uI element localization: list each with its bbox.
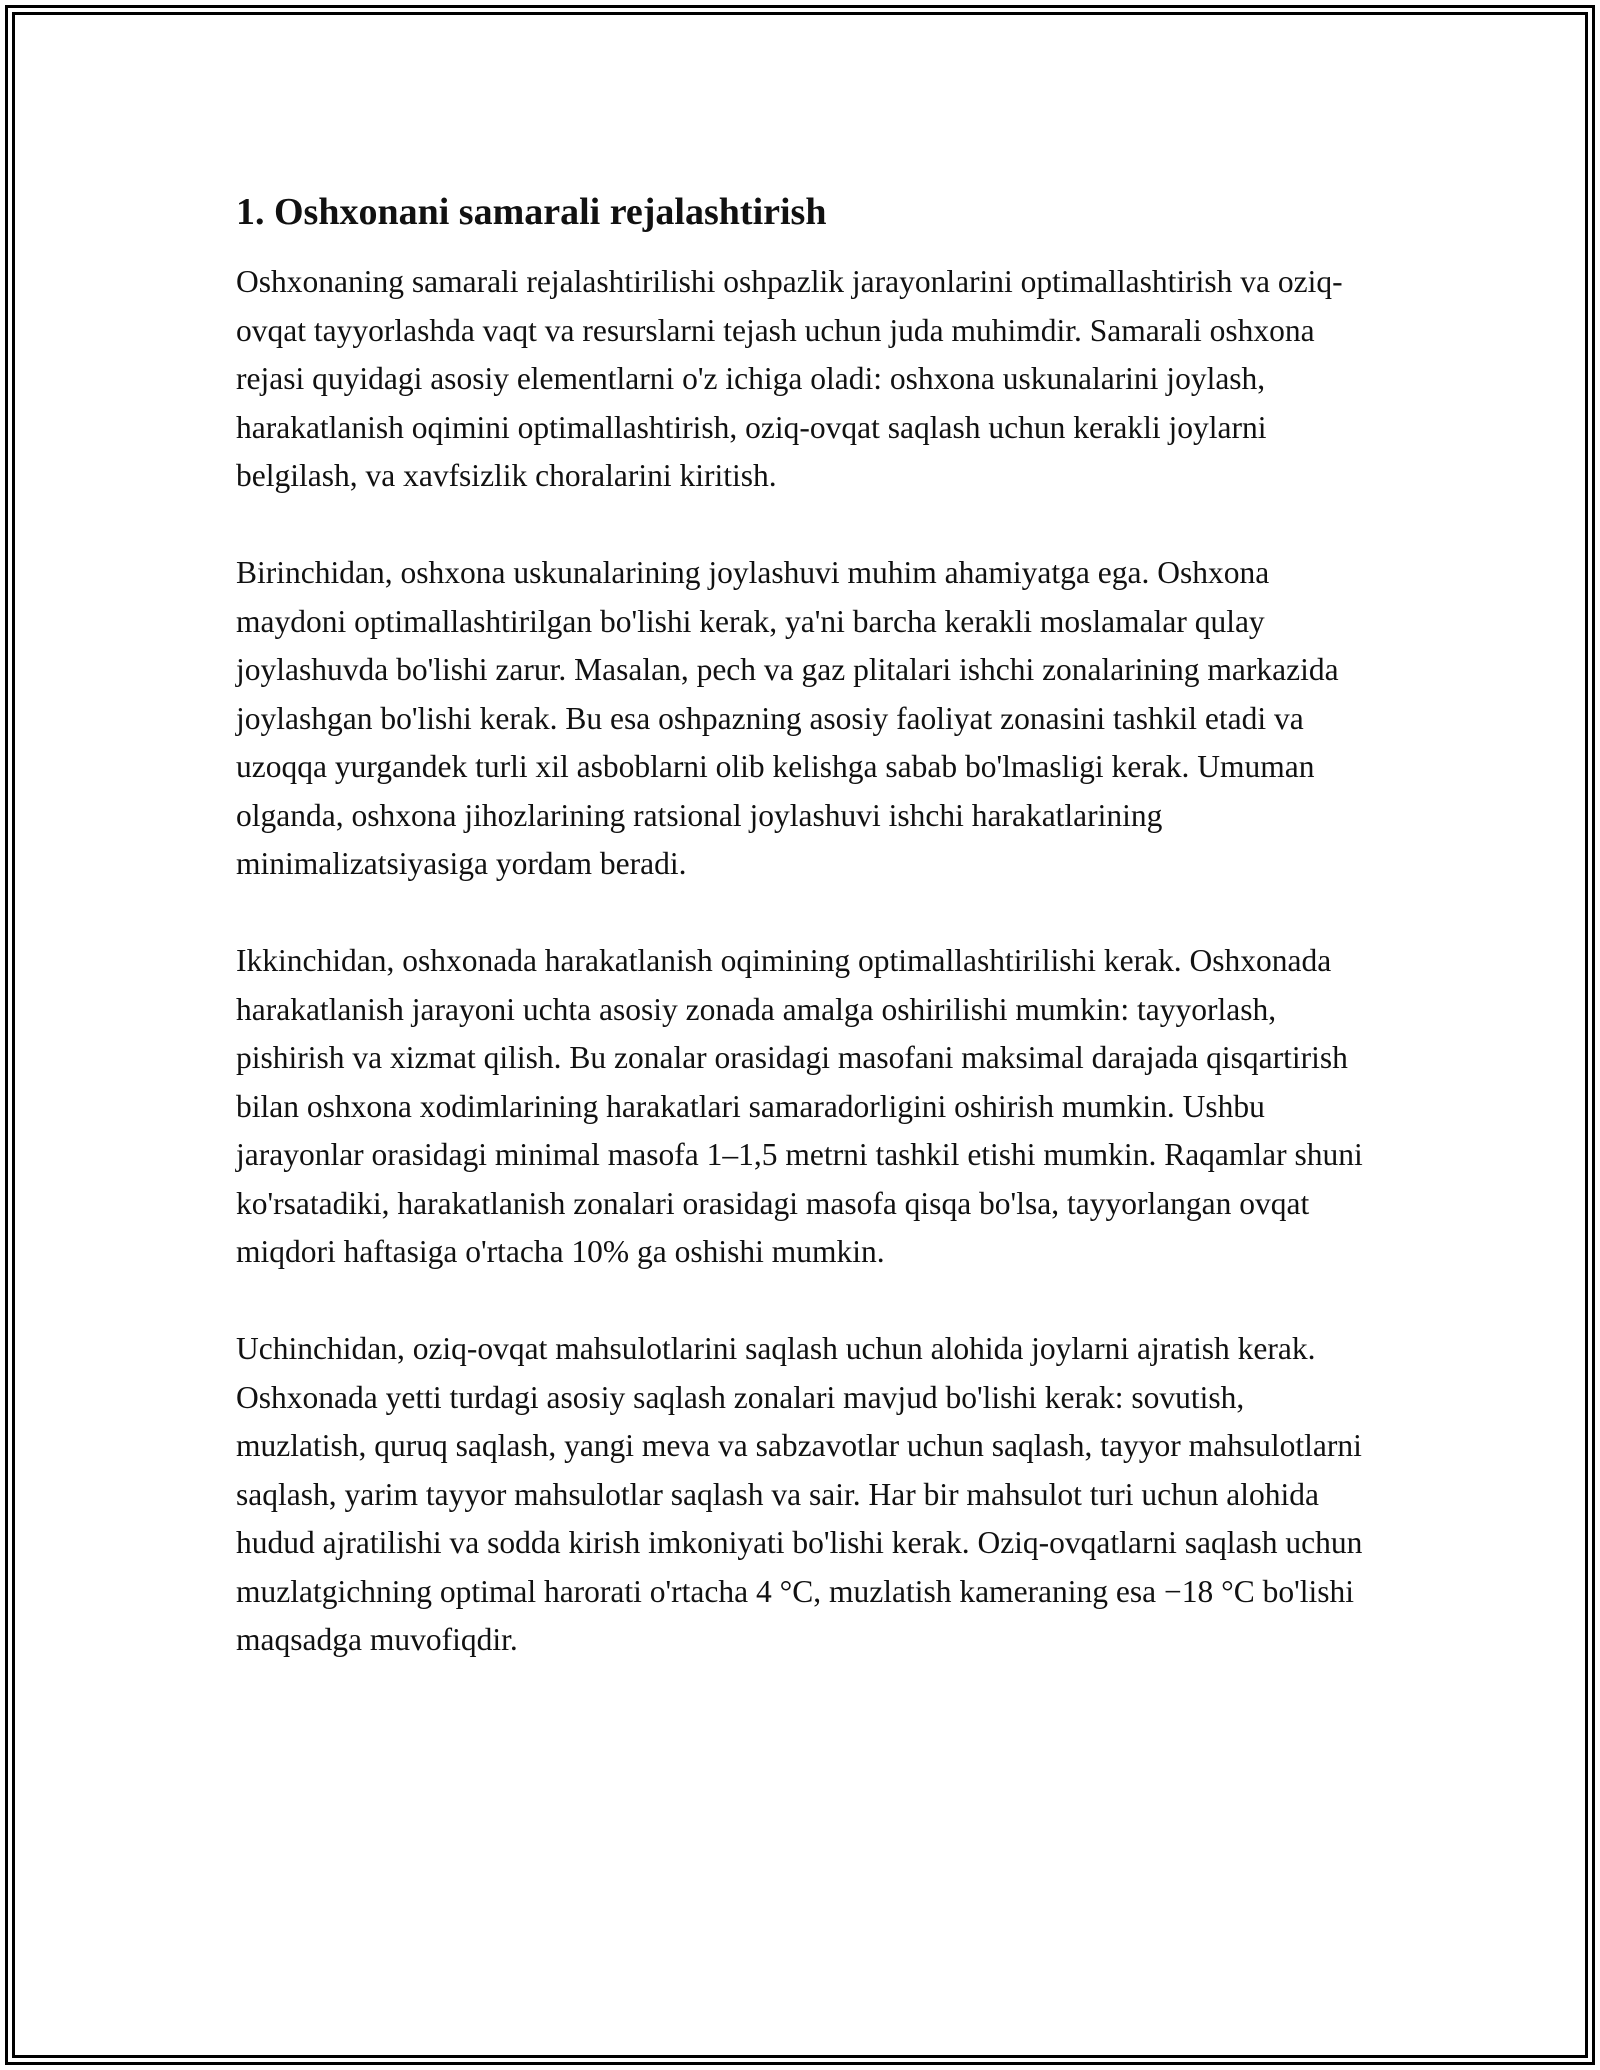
- paragraph-movement-flow: Ikkinchidan, oshxonada harakatlanish oqimining optimallashtirilishi kerak. Oshxonada harakatlanish jarayoni uchta asosiy zonada amalga oshirilishi mumkin: tayyorlash, pishirish va xizmat qilish. Bu zonalar orasidagi masofani maksimal darajada qisqartirish bilan oshxona xodimlarining harakatlari samaradorligini oshirish mumkin. Ushbu jarayonlar orasidagi minimal masofa 1–1,5 metrni tashkil etishi mumkin. Raqamlar shuni ko'rsatadiki, harakatlanish zonalari orasidagi masofa qisqa bo'lsa, tayyorlangan ovqat miqdori haftasiga o'rtacha 10% ga oshishi mumkin.: [236, 943, 1363, 1269]
- section-heading: 1. Oshxonani samarali rejalashtirish: [236, 191, 827, 233]
- paragraph-intro: Oshxonaning samarali rejalashtirilishi oshpazlik jarayonlarini optimallashtirish va oziq-ovqat tayyorlashda vaqt va resurslarni tejash uchun juda muhimdir. Samarali oshxona rejasi quyidagi asosiy elementlarni o'z ichiga oladi: oshxona uskunalarini joylash, harakatlanish oqimini optimallashtirish, oziq-ovqat saqlash uchun kerakli joylarni belgilash, va xavfsizlik choralarini kiritish.: [236, 264, 1343, 493]
- document-body: [236, 186, 1371, 1713]
- paragraph-equipment-placement: Birinchidan, oshxona uskunalarining joylashuvi muhim ahamiyatga ega. Oshxona maydoni optimallashtirilgan bo'lishi kerak, ya'ni barcha kerakli moslamalar qulay joylashuvda bo'lishi zarur. Masalan, pech va gaz plitalari ishchi zonalarining markazida joylashgan bo'lishi kerak. Bu esa oshpazning asosiy faoliyat zonasini tashkil etadi va uzoqqa yurgandek turli xil asboblarni olib kelishga sabab bo'lmasligi kerak. Umuman olganda, oshxona jihozlarining ratsional joylashuvi ishchi harakatlarining minimalizatsiyasiga yordam beradi.: [236, 555, 1339, 881]
- paragraph-food-storage: Uchinchidan, oziq-ovqat mahsulotlarini saqlash uchun alohida joylarni ajratish kerak. Oshxonada yetti turdagi asosiy saqlash zonalari mavjud bo'lishi kerak: sovutish, muzlatish, quruq saqlash, yangi meva va sabzavotlar uchun saqlash, tayyor mahsulotlarni saqlash, yarim tayyor mahsulotlar saqlash va sair. Har bir mahsulot turi uchun alohida hudud ajratilishi va sodda kirish imkoniyati bo'lishi kerak. Oziq-ovqatlarni saqlash uchun muzlatgichning optimal harorati o'rtacha 4 °C, muzlatish kameraning esa −18 °C bo'lishi maqsadga muvofiqdir.: [236, 1331, 1363, 1657]
